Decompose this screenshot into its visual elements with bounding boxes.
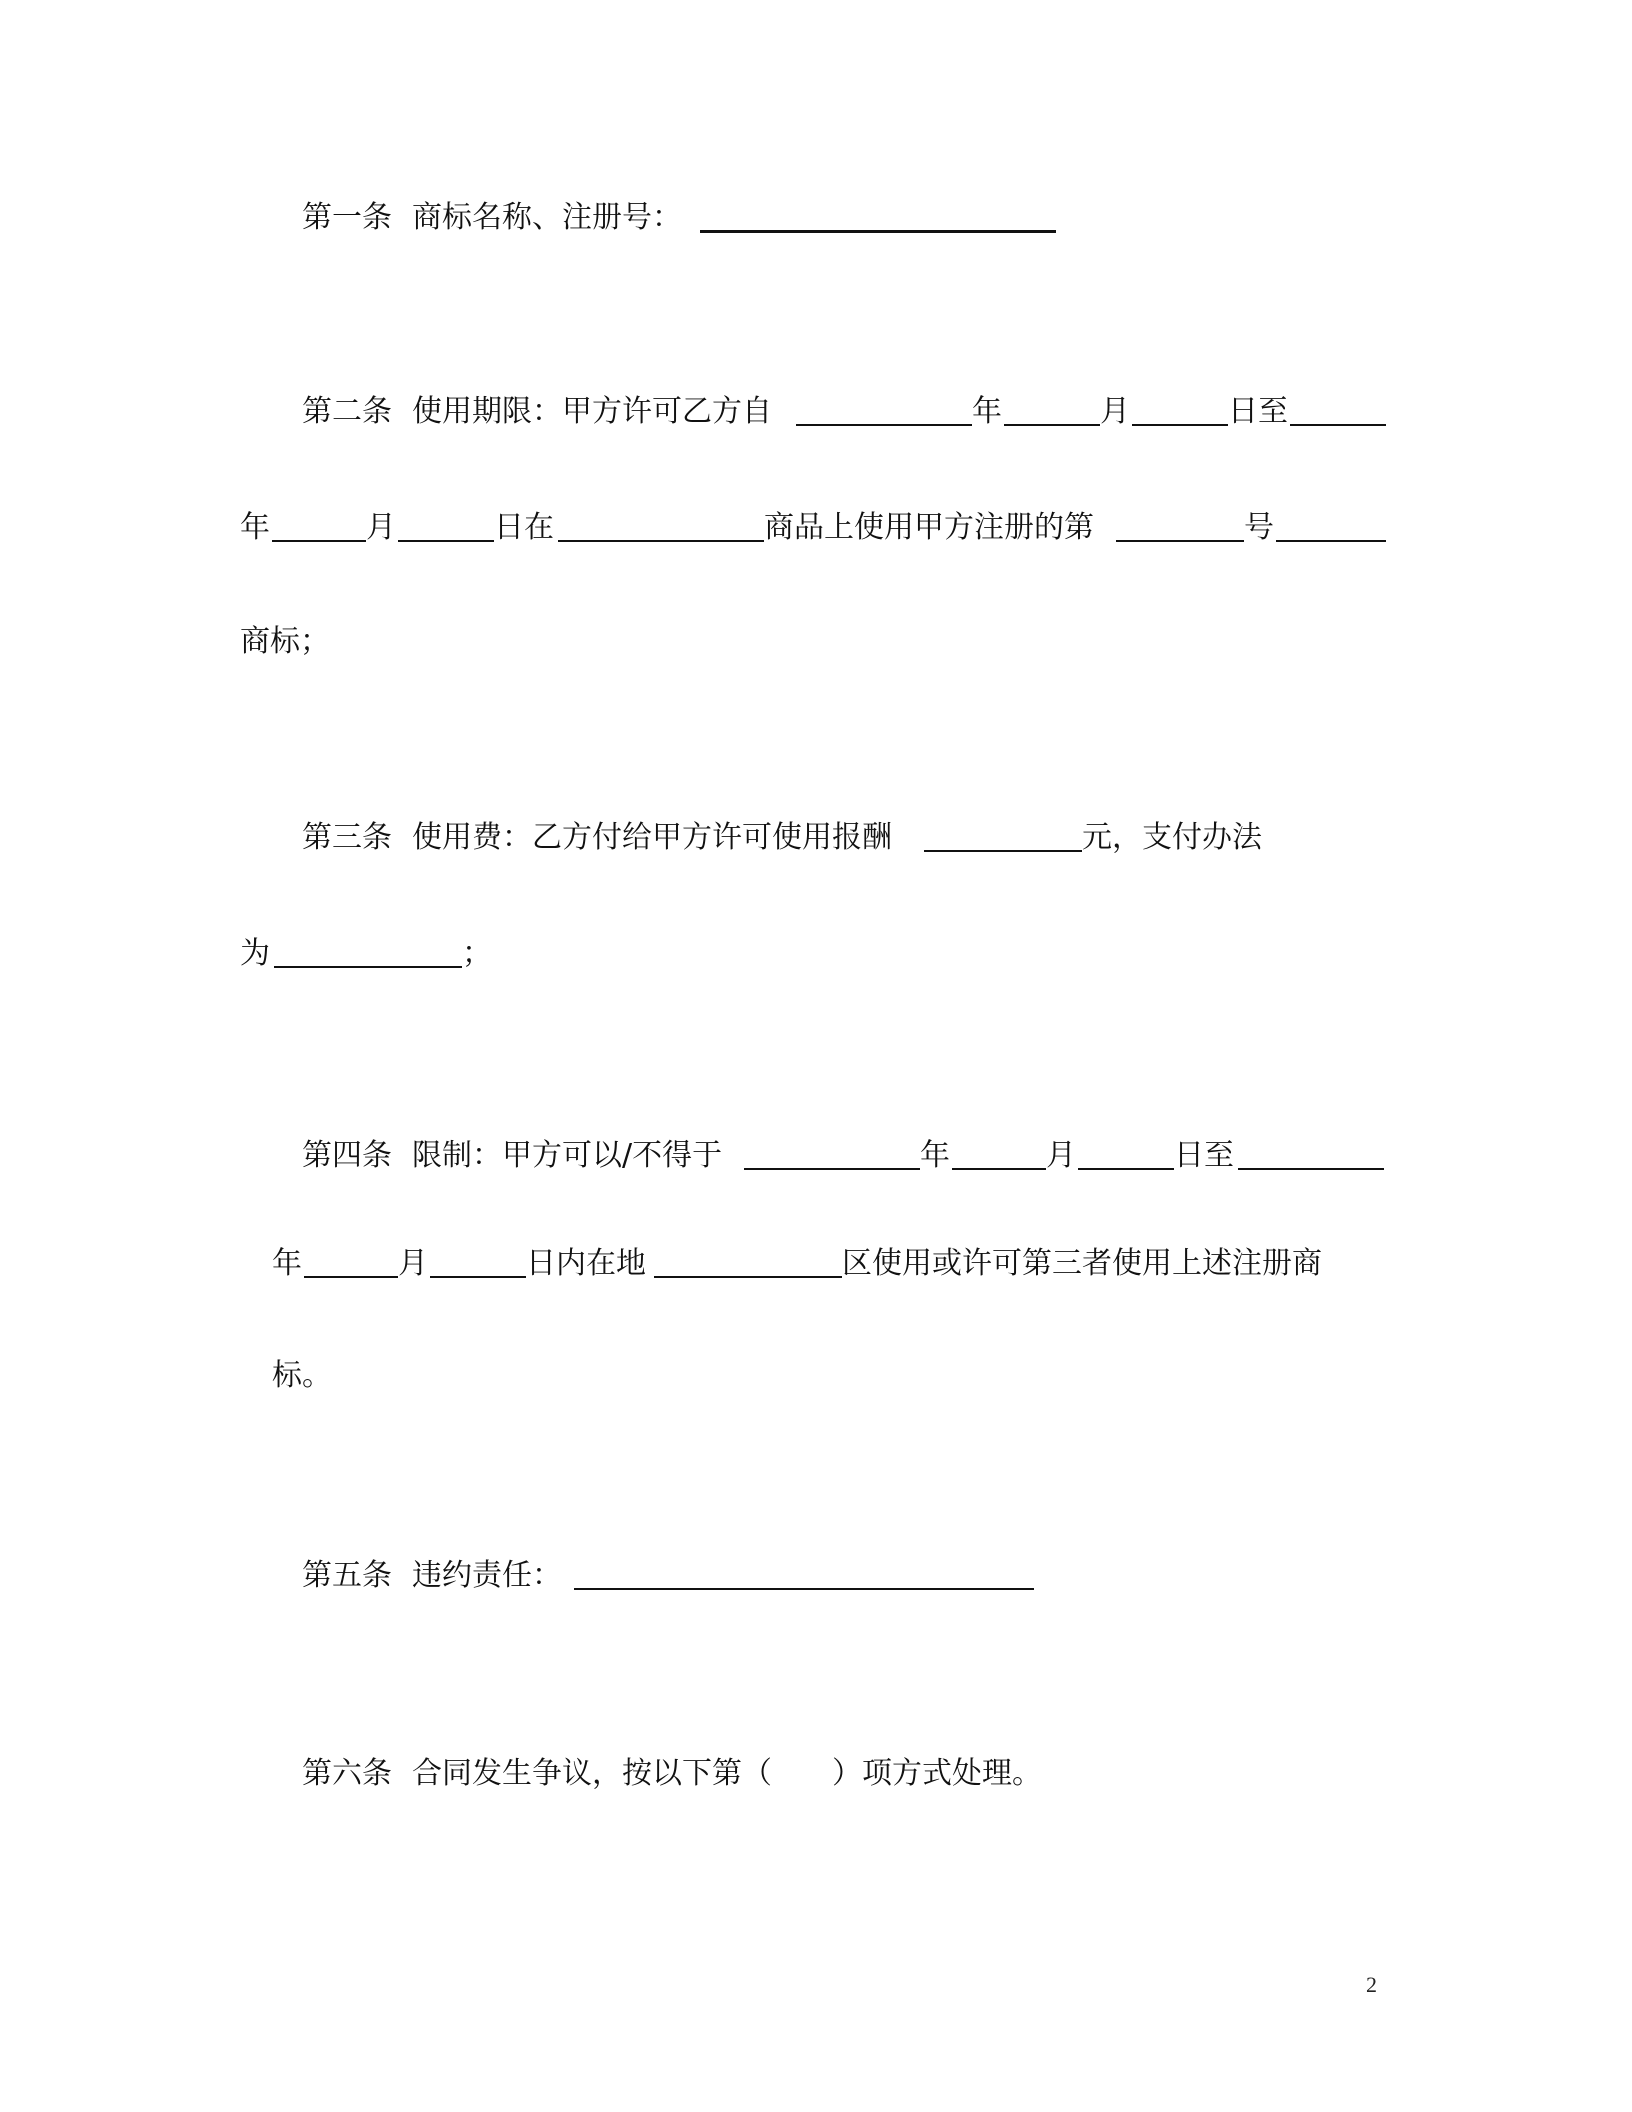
start-year-blank[interactable] [796, 424, 972, 426]
article-2-text-6: 月 [366, 510, 396, 545]
article-1-heading: 第一条 [302, 200, 392, 235]
article-3-heading: 第三条 [302, 820, 392, 855]
article-4-line-1 [0, 1134, 1632, 1178]
article-3-line-1 [0, 816, 1632, 860]
article-6-heading: 第六条 [302, 1756, 392, 1791]
article-4-text-7: 日内在地 [526, 1246, 646, 1281]
restriction-end-year-blank-a[interactable] [1238, 1168, 1384, 1170]
article-2-text-8: 商品上使用甲方注册的第 [764, 510, 1094, 545]
start-month-blank[interactable] [1004, 424, 1100, 426]
end-month-blank[interactable] [398, 540, 494, 542]
article-2-line-2 [0, 506, 1632, 550]
article-4-text-1: 限制：甲方可以/不得于 [412, 1138, 723, 1173]
article-6-line [0, 1752, 1632, 1796]
article-2-text-5: 年 [240, 510, 270, 545]
article-5-text: 违约责任： [412, 1558, 562, 1593]
article-2-text-9: 号 [1244, 510, 1274, 545]
article-2-text-3: 月 [1100, 394, 1130, 429]
article-3-text-1: 使用费：乙方付给甲方许可使用报酬 [412, 820, 892, 855]
article-3-text-4: ； [462, 936, 492, 971]
page-number: 2 [1366, 1972, 1377, 1997]
article-5-line [0, 1554, 1632, 1598]
article-2-heading: 第二条 [302, 394, 392, 429]
article-2-text-1: 使用期限：甲方许可乙方自 [412, 394, 772, 429]
payment-method-blank[interactable] [274, 966, 462, 968]
registration-number-blank[interactable] [1116, 540, 1244, 542]
article-1-text: 商标名称、注册号： [412, 200, 682, 235]
restriction-end-year-blank-b[interactable] [304, 1276, 398, 1278]
article-2-text-7: 日在 [494, 510, 554, 545]
article-4-text-6: 月 [398, 1246, 428, 1281]
article-4-line-3 [0, 1354, 1632, 1398]
article-3-text-2: 元，支付办法 [1082, 820, 1262, 855]
article-4-text-9: 标。 [272, 1358, 332, 1393]
article-3-text-3: 为 [240, 936, 270, 971]
restriction-start-month-blank[interactable] [952, 1168, 1046, 1170]
article-1-line [0, 196, 1632, 240]
article-2-line-3 [0, 620, 1632, 664]
article-4-text-4: 日至 [1174, 1138, 1234, 1173]
article-4-text-3: 月 [1046, 1138, 1076, 1173]
fee-amount-blank[interactable] [924, 850, 1082, 852]
goods-blank[interactable] [558, 540, 764, 542]
article-4-text-2: 年 [920, 1138, 950, 1173]
article-4-text-8: 区使用或许可第三者使用上述注册商 [842, 1246, 1322, 1281]
liability-blank[interactable] [574, 1588, 1034, 1590]
start-day-blank[interactable] [1132, 424, 1228, 426]
article-2-text-10: 商标； [240, 624, 330, 659]
article-4-text-5: 年 [272, 1246, 302, 1281]
trailing-blank[interactable] [1276, 540, 1386, 542]
restriction-start-day-blank[interactable] [1078, 1168, 1174, 1170]
article-3-line-2 [0, 932, 1632, 976]
restriction-start-year-blank[interactable] [744, 1168, 920, 1170]
article-2-text-2: 年 [972, 394, 1002, 429]
end-year-blank-b[interactable] [272, 540, 366, 542]
article-2-line-1 [0, 390, 1632, 434]
article-5-heading: 第五条 [302, 1558, 392, 1593]
article-4-heading: 第四条 [302, 1138, 392, 1173]
article-4-line-2 [0, 1242, 1632, 1286]
restriction-end-month-blank[interactable] [430, 1276, 526, 1278]
article-2-text-4: 日至 [1228, 394, 1288, 429]
article-6-text: 合同发生争议，按以下第（ ）项方式处理。 [412, 1756, 1042, 1791]
trademark-name-blank[interactable] [700, 230, 1056, 233]
end-year-blank-a[interactable] [1290, 424, 1386, 426]
region-blank[interactable] [654, 1276, 842, 1278]
